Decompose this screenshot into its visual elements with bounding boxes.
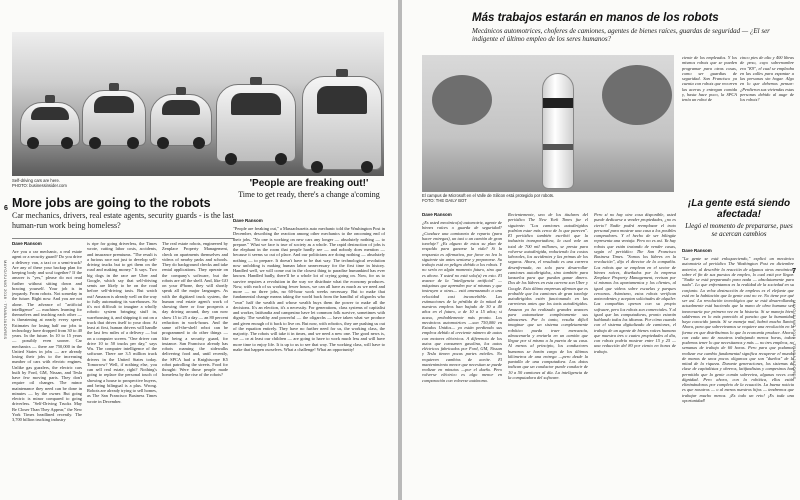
left-page bbox=[0, 0, 398, 500]
security-robot-photo bbox=[422, 55, 674, 192]
article-column-1: Are you a car mechanic, a real estate agent or a security guard? Do you drive a delivery van, a taxi or a semi-truck? Are any of these your backup plan for keeping body and soul together? If the answer is "yes," please do not read further without sitting down and bracing yourself. Your job is in jeopardy. From robots. Not someday in the future. Right now. And you are not alone. The advance of "artificial intelligence" — machines learning for themselves and teaching each other — is threatening at nearly every speed. Estimates for losing half our jobs to technology have dropped from 30 to 40 years. In the future. In 10 to 15 years — possibly even sooner. Car mechanics — there are 750,000 in the United States in jobs — are already losing their jobs to the increasing number of cars with electric engines. Unlike gas guzzlers, the electric cars built by Ford, GM, Nissan, and Tesla have few moving parts. They don't require oil changes. The minor maintenance they need can be done in minutes — by the owner. But going electric is minor compared to going driverless. "Self-Driving Trucks May Be Closer Than They Appear," the New York Times headlined recently. The 3,700 billion trucking industry bbox=[12, 249, 82, 422]
article-column-5: cinco pies de alto y 400 libras de peso, cuyo sobrenombre era "K9", el cual se empleaba en las calles para espantar a las personas sin hogar. Algo en lo que debemos pensar: ¿Perdieron sus viviendas estas personas debido al auge de los robots? bbox=[740, 55, 794, 102]
sidebar-label: MAYO/JUNIO 2018 · TRABAJADORES bbox=[3, 260, 8, 340]
self-driving-cars-photo bbox=[12, 32, 384, 176]
pull-quote bbox=[233, 178, 385, 199]
right-page bbox=[402, 0, 800, 500]
article-column-2: is ripe for going driverless, the Times wrote, cutting labor costs, accidents, and insurance premiums. "The result is a furious race not just to develop self-driving trucks but to get them on the road and making money." It says. Two big dogs in the race are Uber and Google, which say that self-driving semis are likely to be on the road before self-driving taxis. But watch out! Amazon is already well on the way to fully automating its warehouses. So it's not difficult to imagine a wholly robotic system bringing stuff in, warehousing it, and shipping it out on a truck that drives itself to your door. At least at first, human drivers will handle the last few miles of a delivery — but on a computer screen. "One driver can drive 10 to 50 trucks per day," says Wu. The computer intelligence of the software. There are 3.5 million truck drivers in the United States today. Tomorrow? Well, if nothing else, you can sell real estate, right? Nothing's going to replace the personal touch of showing a house to prospective buyers, and being bilingual is a plus. Wrong. Robots are already trying to sell homes, as The San Francisco Business Times wrote in December. bbox=[87, 241, 157, 404]
article-column-3: Pero sí no hay otra cosa disponible, usted puede dedicarse a vender propiedades, ¿no es cierto? Nadie podrá reemplazar el trato personal para mostrar una casa a los posibles compradores. Y el hecho de ser bilingüe representa una ventaja. Pero no es así. Ya hay robots que están tratando de vender casas, según el periódico The San Francisco Business Times. "Somos los líderes en la revolución", dijo el director de la compañía. Los robots que se emplean en el sector de bienes raíces, diseñados por la empresa Zenplace Property Management, revisan por sí mismos los apartamentos y los clientes, al igual que videos sobre escuelas y parques cercanos. Asimismo, estos robots verifican antecedentes y aceptan solicitudes de alquiler. Las compañías operan con su propio software, pero los robots son comerciales. Y al igual que las computadoras, pronto estarán hablando todos los idiomas. Por cómo cuando con el sistema digitalizado de camiones, el trabajo de un agente de bienes raíces humano que muestra tres o cuatro propiedades al día, con robots podría mostrar entre 15 y 25 — una reducción del 80 por ciento en horas de trabajo. bbox=[594, 212, 676, 354]
page-number: 6 bbox=[4, 205, 8, 212]
article-column-6: "La gente se está enloqueciendo," explicó un mecánico automotriz al periódico The Washington Post en diciembre anterior, al describir la reacción de algunos otros mecánicos sobre el fin de sus puestos de empleo, lo cual está por llegar. "Nadie se está preparando para nada — absolutamente para nada". Lo que enfrentamos es la realidad de la sociedad en su conjunto. La veloz destrucción de empleos es el elefante que está en la habitación que la gente casi no ve. No tiene por qué ser así. La revolución tecnológica que se está desarrollando actualmente está haciendo que la mano de obra humana sea innecesaria por primera vez en la historia. Si se maneja bien, saldremos en lo más parecido al paraíso que la humanidad haya conocido jamás. Si se maneja mal, habrá mucho llanto. Ahora, para que sobrevivamos se requiere una revolución en la forma en que distribuimos lo que la economía produce. Ahora, con cada uno de nosotros trabajando menos horas, todos podemos tener lo que necesitamos y más — no tres empleos, no semanas de trabajo de 60 horas. Pero para que podamos realizar ese cambio fundamental significa recuperar el mundo de manos de unos pocos oligarcas que son "dueños" de la mitad de la riqueza. Durante generaciones, los sistemas de clase de capitalistas y obreros, latifundistas y campesinos han permitido que la gente común sobreviva, algunas veces con dignidad. Pero ahora, con la robótica, ellos están eliminándonos por completo de la ecuación. La buena noticia es que nosotros — o al menos nuestros hijos — tendremos que trabajar mucho menos. ¡Es todo un reto! ¡Es toda una oportunidad! bbox=[682, 256, 794, 403]
divider bbox=[12, 238, 234, 239]
byline: Dave Ransom bbox=[682, 248, 712, 253]
photo-caption: Self-driving cars are here. PHOTO: businessinsider.com bbox=[12, 178, 67, 188]
article-column-4: ciente de los empleados. Y los mismos robots que se pueden programar para otras cosas, como ser guardias de seguridad. San Francisco ya cuenta con robots que recorren las aceras y entregan comida y, hasta hace poco, la SPCA tenía un robot de bbox=[682, 55, 737, 102]
byline: Dave Ransom bbox=[422, 212, 452, 217]
article-column-4: "People are freaking out," a Massachusetts auto mechanic told the Washington Post in December, describing the reaction among other mechanics to the oncoming end of their jobs. "No one is working on new cars any longer — absolutely nothing — to prepare." What we face is true of society as a whole. The rapid destruction of jobs is the elephant in the room that people hardly see — and nobody does mention — because it seems so out of place. And our politicians are doing nothing — absolutely nothing — to prepare. It doesn't have to be that way. The technological revolution now unfolding is making human labor unnecessary for the first time in history. Handled well, we will come out in the closest thing to paradise humankind has ever known. Handled badly, there'll be a whole lot of crying going on. Now, for us to survive requires a revolution in the way we distribute what the economy produces. Now, with each of us working fewer hours, we can all have as much as we need and more — no three jobs, no 60-hour work weeks necessary. But to make that fundamental change means taking the world back from the handful of oligarchs who "own" half the wealth and whose wealth buys them the power to make all the decisions. It's an election, it's a necessity. For generations, class systems of capitalist and worker, latifundia and campesino have let common folk survive, sometimes with dignity. The wealthy and powerful — the oligarchs — have taken what we produce and given enough of it back to live on. But now, with robotics, they are pushing us out of the equation entirely. They have no further need for us, the working class, the majority. The robots will take it in times, and we need a new one. The good news is, we — or at least our children — are going to have to work much less and will have more time to enjoy life. It is up to us to see that way. The working class, will have to make that happen ourselves. What a challenge! What an opportunity! bbox=[233, 226, 385, 352]
pull-quote-title: ¡La gente está siendo afectada! bbox=[687, 198, 791, 220]
article-column-3: The real estate robots, engineered by Zenplace Property Management, check on apartments themselves and videos of nearby parks and schools. They do background checks and take rental applications. They operate on the company's software, but the robots are off the shelf. And, like GO on your iPhone, they will shortly speak all the major languages. As with the digitized truck system, the human real estate agent's work of showing three or four prospects a day driving around, they can now show 15 to 25 a day — an 80 percent reduction in work-hours. And the same off-the-shelf robot can be programmed to do other things — like being a security guard, for instance. San Francisco already has robots roaming the sidewalks delivering food and, until recently, the SPCA had a Knightscope K5 robot patrolling the streets. Food for thought: Were those people made homeless by the rise of the robots? bbox=[162, 241, 228, 378]
article-column-2: Recientemente, uno de los titulares del periódico The New York Times fue el siguiente: "Los camiones autodirigidos podrían estar más cerca de lo que parecen". El periódico también escribió que la industria transportadora, la cual vale un total de 700 mil millones, se presta para volverse autodirigida, reduciendo los costos laborales, los accidentes y las primas de los seguros. Ahora, el resultado es una carrera desenfrenada, no solo para desarrollar camiones autodirigidos, sino también para lanzarlos para que puedan ganar dinero. Dos de los líderes en esta carrera son Uber y Google. Esto último empresas afirman que es probable que los camiones de gran tonelaje autodirigidos estén funcionando en las carreteras antes que los taxis autodirigidos. Amazon ya ha realizado grandes avances para automatizar completamente sus almacenes. Por lo tanto, resulta difícil imaginar que un sistema completamente robótico pueda traer mercancía, almacenarla y enviarla en un camión que llegue por sí mismo a la puerta de su casa. Al menos al principio, los conductores humanos se harán cargo de los últimos kilómetros de una entrega —pero desde la pantalla de una computadora. Los datos indican que un conductor puede conducir de 10 a 50 camiones al día. La inteligencia de la computadora del software. bbox=[508, 212, 588, 380]
photo-caption: El campus de Microsoft en el Valle de Silicon está protegido por robots. FOTO: THE DAILY BOT bbox=[422, 193, 555, 203]
pull-quote bbox=[684, 198, 794, 238]
byline: Dave Ransom bbox=[233, 218, 263, 223]
byline: Dave Ransom bbox=[12, 241, 42, 246]
pull-quote-subtitle: Time to get ready, there's a change a'coming bbox=[238, 190, 380, 199]
page-number: 7 bbox=[792, 268, 796, 275]
pull-quote-subtitle: Llegó el momento de prepararse, pues se acercan cambios bbox=[685, 222, 793, 239]
subhead: Mecánicos automotrices, choferes de camiones, agentes de bienes raíces, guardas de seguridad — ¿El ser indigente el último empleo de los seres humanos? bbox=[472, 27, 770, 44]
subhead: Car mechanics, drivers, real estate agents, security guards - is the last human-run work being homeless? bbox=[12, 211, 234, 230]
headline: More jobs are going to the robots bbox=[12, 196, 211, 210]
article-column-1: ¿Es usted mecánico(a) automotriz, agente de bienes raíces o guarda de seguridad? ¿Conduce una camioneta de reparto (para hacer entregas), un taxi o un camión de gran tonelaje? ¿Es alguno de estos su plan de respaldo para ganarse la vida? Si la respuesta es afirmativa, por favor no lea lo siguiente sin antes sentarse y prepararse. Su trabajo está en peligro debido a los robots. Y no sería en algún momento futuro, sino que es ahora. Y usted no está solo(a) en esto. El avance de la "inteligencia artificial" —máquinas que aprenden por sí mismas y que instruyen a otras— está amenazando a una velocidad casi inconcebible. Las estimaciones de la pérdida de la mitad de nuestros empleos han bajado de 30 a 40 años en el futuro, a de 10 a 15 años; si acaso, probablemente más pronto. Los mecánicos automotrices —son 750,000 en Estados Unidos— ya están perdiendo sus empleos debido al creciente número de autos con motores eléctricos. A diferencia de los autos que consumen gasolina, los autos eléctricos fabricados por Ford, GM, Nissan y Tesla tienen pocas partes móviles. No requieren cambios de aceite. El mantenimiento menor que necesitan se puede realizar en minutos —por el dueño. Pero volverse eléctrico es algo menor en comparación con volverse autónomo. bbox=[422, 220, 502, 383]
sidebar-label: MAYO/JUNIO 2018 · TRABAJADORES bbox=[792, 300, 797, 380]
headline: Más trabajos estarán en manos de los robots bbox=[472, 12, 719, 24]
pull-quote-title: 'People are freaking out!' bbox=[249, 178, 369, 189]
